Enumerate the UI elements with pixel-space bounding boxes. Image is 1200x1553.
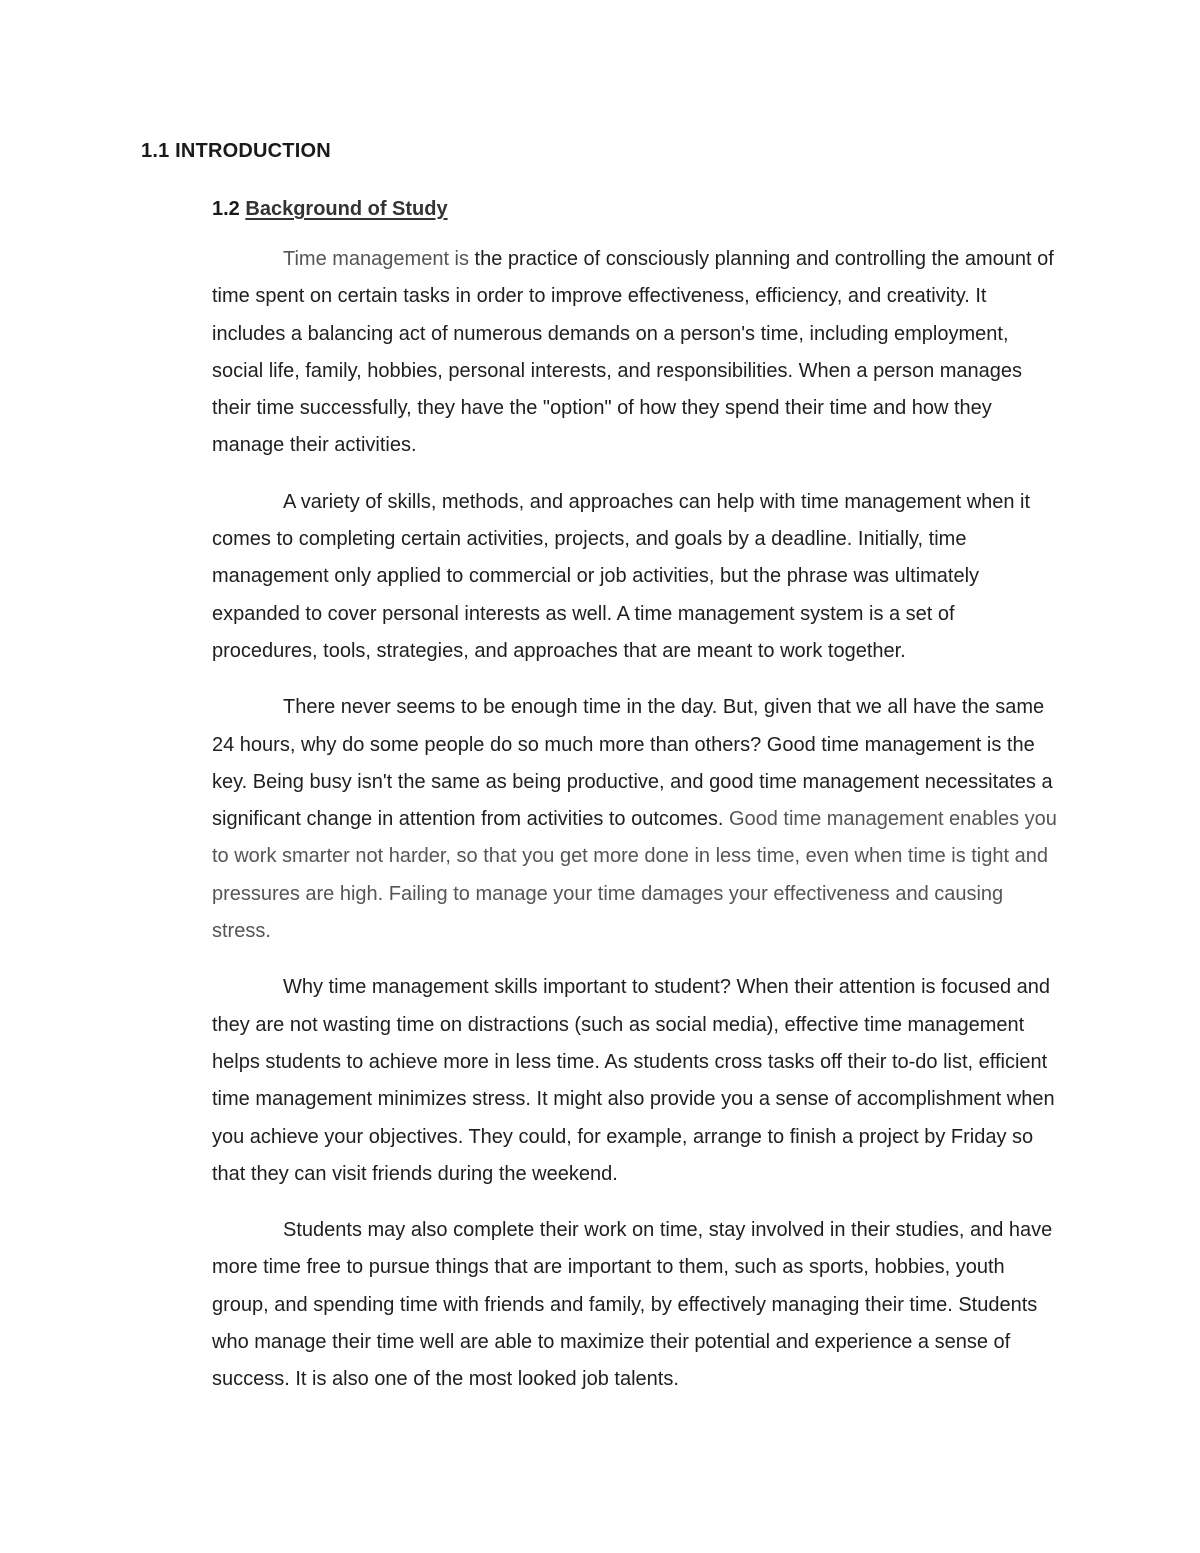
paragraph-1-text: the practice of consciously planning and controlling the amount of time spent on certain tasks in order to improve effectiveness, efficiency, and creativity. It includes a balancing act of numerous demands on a person's time, including employment, social life, family, hobbies, personal interests, and responsibilities. When a person manages their time successfully, they have the "option" of how they spend their time and how they manage their activities. <box>212 248 1054 457</box>
paragraph-3-tail: Good time management enables you to work smarter not harder, so that you get more done in less time, even when time is tight and pressures are high. Failing to manage your time damages your effectiveness and causing stress. <box>212 808 1057 943</box>
section-heading <box>212 198 448 221</box>
paragraph-2-text: A variety of skills, methods, and approaches can help with time management when it comes to completing certain activities, projects, and goals by a deadline. Initially, time management only applied to commercial or job activities, but the phrase was ultimately expanded to cover personal interests as well. A time management system is a set of procedures, tools, strategies, and approaches that are meant to work together. <box>212 490 1031 662</box>
section-title: Background of Study <box>245 198 448 220</box>
paragraph-3 <box>212 689 1064 950</box>
paragraph-2 <box>212 484 1064 670</box>
paragraph-4-text: Why time management skills important to student? When their attention is focused and they are not wasting time on distractions (such as social media), effective time management helps students to achieve more in less time. As students cross tasks off their to-do list, efficient time management minimizes stress. It might also provide you a sense of accomplishment when you achieve your objectives. They could, for example, arrange to finish a project by Friday so that they can visit friends during the weekend. <box>212 976 1055 1185</box>
paragraph-5 <box>212 1212 1064 1398</box>
paragraph-3-text: There never seems to be enough time in the day. But, given that we all have the same 24 hours, why do some people do so much more than others? Good time management is the key. Being busy isn't the same as being productive, and good time management necessitates a significant change in attention from activities to outcomes. <box>212 696 1053 831</box>
paragraph-5-text: Students may also complete their work on time, stay involved in their studies, and have more time free to pursue things that are important to them, such as sports, hobbies, youth group, and spending time with friends and family, by effectively managing their time. Students who manage their time well are able to maximize their potential and experience a sense of success. It is also one of the most looked job talents. <box>212 1219 1053 1391</box>
paragraph-1-lead: Time management is <box>283 248 469 270</box>
body-text <box>212 241 1064 1418</box>
paragraph-4 <box>212 969 1064 1193</box>
paragraph-1 <box>212 241 1064 465</box>
section-number: 1.2 <box>212 198 240 220</box>
chapter-heading: 1.1 INTRODUCTION <box>141 140 331 162</box>
